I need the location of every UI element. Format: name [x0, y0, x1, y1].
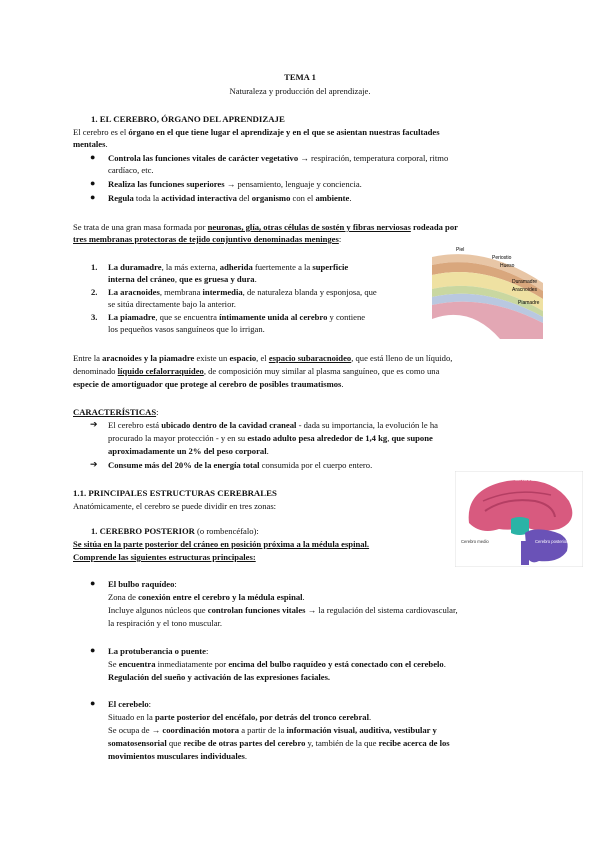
bullet-icon: ●	[90, 152, 96, 162]
protuberancia-line2: Regulación del sueño y activación de las expresiones faciales.	[108, 672, 331, 682]
meninge-item	[108, 312, 365, 323]
text-bold: Consume más del 20% de la energía total	[108, 460, 260, 470]
text-bold: Controla las funciones vitales de carácter vegetativo	[108, 153, 299, 163]
text-bold: ambiente	[315, 193, 350, 203]
text-bold: recibe de otras partes del cerebro	[183, 738, 306, 748]
arrow-right-icon: ➔	[90, 459, 98, 469]
fig-label: Duramadre	[512, 279, 538, 285]
section1-intro-line1	[73, 127, 440, 138]
text-bold: La duramadre	[108, 262, 162, 272]
text: .	[341, 379, 344, 389]
fig-label: Cerebro posterior	[535, 539, 568, 544]
section1-heading: 1. EL CEREBRO, ÓRGANO DEL APRENDIZAJE	[91, 114, 285, 124]
text: .	[266, 446, 269, 456]
text-bold: rodeada por	[410, 222, 458, 232]
meninge-item-cont	[108, 274, 257, 285]
char-line	[108, 420, 438, 431]
location-text: Se sitúa en la parte posterior del cráneo en posición próxima a la médula espinal.	[73, 539, 370, 549]
text-bold: interna del cráneo	[108, 274, 175, 284]
list-number: 2.	[91, 287, 98, 297]
fig-label: Piamadre	[518, 300, 540, 306]
section11-heading: 1.1. PRINCIPALES ESTRUCTURAS CEREBRALES	[73, 488, 277, 498]
text: Situado en la	[108, 712, 156, 722]
fig-label: Cerebro medio	[461, 539, 489, 544]
text: , de naturaleza blanda y esponjosa, que	[242, 287, 377, 297]
bulbo-title: El bulbo raquídeo:	[108, 579, 177, 589]
space-line1	[73, 353, 452, 364]
protuberancia-title: La protuberancia o puente:	[108, 646, 209, 656]
bullet-icon: ●	[90, 698, 96, 708]
text: .	[349, 193, 352, 203]
text: Entre la	[73, 353, 103, 363]
protuberancia-line1: Se encuentra inmediatamente por encima del bulbo raquídeo y está conectado con el cerebelo.	[108, 659, 446, 669]
meninge-item	[108, 287, 377, 298]
text: fuertemente a la	[252, 262, 313, 272]
text-bold: íntimamente unida al cerebro	[219, 312, 328, 322]
text-bold: El cerebelo	[108, 699, 149, 709]
text-bold: La protuberancia o puente	[108, 646, 206, 656]
cerebelo-line1: Situado en la parte posterior del encéfalo, por detrás del tronco cerebral.	[108, 712, 372, 722]
char-line	[108, 446, 269, 457]
text-bold: El bulbo raquídeo	[108, 579, 175, 589]
text: inmediatamente por	[155, 659, 229, 669]
text-bold: especie de amortiguador que protege al cerebro de posibles traumatismos	[73, 379, 342, 389]
fig-label: Aracnoides	[512, 287, 538, 293]
text-bold: conexión entre el cerebro y la médula espinal	[138, 592, 303, 602]
text: procurado la mayor protección - y en su	[108, 433, 248, 443]
text: ,	[387, 433, 392, 443]
text: → pensamiento, lenguaje y conciencia.	[224, 179, 362, 189]
caracteristicas-heading	[73, 407, 158, 418]
bullet-icon: ●	[90, 192, 96, 202]
mass-line1	[73, 222, 458, 233]
text: y, también de la que	[305, 738, 379, 748]
text: Zona de	[108, 592, 139, 602]
text-bold: órgano en el que tiene lugar el aprendizaje y en el que se asientan nuestras facultades	[128, 127, 440, 137]
text-bold: recibe acerca de los	[378, 738, 450, 748]
char-line	[108, 460, 372, 471]
text-bold: adherida	[219, 262, 253, 272]
text-bold: estado adulto pesa alrededor de 1,4 kg	[247, 433, 388, 443]
text-bold: tres membranas protectoras de tejido conjuntivo denominadas meninges	[73, 234, 339, 244]
text: consumida por el cuerpo entero.	[259, 460, 373, 470]
text: :	[156, 407, 159, 417]
cerebelo-line3	[108, 738, 450, 749]
text: .	[302, 592, 305, 602]
section1-intro-line2	[73, 139, 108, 150]
text: , que está lleno de un líquido,	[351, 353, 453, 363]
text-bold: líquido cefalorraquídeo	[117, 366, 204, 376]
text-bold: que supone	[391, 433, 433, 443]
fig-label: Piel	[456, 247, 465, 253]
text: del	[236, 193, 252, 203]
text: .	[105, 139, 108, 149]
text-bold: neuronas, glía, otras células de sostén y fibras nerviosas	[207, 222, 411, 232]
meninges-diagram	[430, 243, 545, 341]
brain-diagram	[455, 471, 583, 567]
text-bold: encuentra	[118, 659, 156, 669]
list-item	[108, 153, 448, 164]
text-bold: somatosensorial	[108, 738, 167, 748]
list-item	[108, 179, 362, 190]
sub-heading	[91, 526, 259, 537]
text: existe un	[194, 353, 230, 363]
text: , membrana	[159, 287, 203, 297]
text-bold: 1. CEREBRO POSTERIOR	[91, 526, 195, 536]
text-bold: que es gruesa y dura	[179, 274, 255, 284]
comprende-text: Comprende las siguientes estructuras principales:	[73, 552, 256, 562]
text: a partir de la	[239, 725, 287, 735]
bullet-icon: ●	[90, 645, 96, 655]
text-bold: ubicado dentro de la cavidad craneal	[161, 420, 297, 430]
text: , el	[256, 353, 269, 363]
text-bold: La piamadre	[108, 312, 156, 322]
text: toda la	[133, 193, 162, 203]
text-bold: parte posterior del encéfalo, por detrás del tronco cerebral	[155, 712, 369, 722]
text-bold: aproximadamente un 2% del peso corporal	[108, 446, 267, 456]
cerebelo-title: El cerebelo:	[108, 699, 152, 709]
text-bold: espacio subaracnoideo	[268, 353, 352, 363]
char-line	[108, 433, 433, 444]
text-bold: organismo	[251, 193, 291, 203]
text: Se trata de una gran masa formada por	[73, 222, 208, 232]
space-line3	[73, 379, 344, 390]
fig-label: Periostio	[492, 255, 512, 261]
text-bold: Realiza las funciones superiores	[108, 179, 225, 189]
arrow-right-icon: ➔	[90, 419, 98, 429]
text-bold: superficie	[312, 262, 349, 272]
text: ,	[174, 274, 180, 284]
bulbo-line2	[108, 605, 458, 616]
bulbo-line3: la respiración y el tono muscular.	[108, 618, 223, 628]
list-number: 1.	[91, 262, 98, 272]
text-bold: mentales	[73, 139, 106, 149]
list-item	[108, 193, 352, 204]
mass-line2	[73, 234, 341, 245]
page-subtitle: Naturaleza y producción del aprendizaje.	[229, 86, 371, 96]
text-bold: actividad interactiva	[161, 193, 237, 203]
text-bold: espacio	[229, 353, 257, 363]
text: , que se encuentra	[155, 312, 220, 322]
text-bold: aracnoides y la piamadre	[102, 353, 195, 363]
text: , de composición muy similar al plasma sanguíneo, que es como una	[203, 366, 440, 376]
text-bold: La aracnoides	[108, 287, 160, 297]
text-bold: CARACTERÍSTICAS	[73, 407, 157, 417]
text: Se ocupa de →	[108, 725, 163, 735]
text: , la más externa,	[161, 262, 220, 272]
fig-label: Cerebro anterior	[515, 477, 546, 482]
text: con el	[290, 193, 316, 203]
text-bold: Regula	[108, 193, 134, 203]
text: y contiene	[327, 312, 366, 322]
cerebelo-line4: movimientos musculares individuales.	[108, 751, 248, 761]
text: (o rombencéfalo):	[194, 526, 259, 536]
section11-intro: Anatómicamente, el cerebro se puede dividir en tres zonas:	[73, 501, 277, 511]
text: El cerebro es el	[73, 127, 129, 137]
page-title: TEMA 1	[284, 72, 316, 82]
space-line2	[73, 366, 439, 377]
list-number: 3.	[91, 312, 98, 322]
meninge-item	[108, 262, 348, 273]
text-bold: coordinación motora	[162, 725, 240, 735]
text: .	[254, 274, 257, 284]
text-bold: movimientos musculares individuales	[108, 751, 245, 761]
meninge-item-cont: los pequeños vasos sanguíneos que lo irrigan.	[108, 324, 265, 334]
cerebelo-line2	[108, 725, 437, 736]
fig-label: Hueso	[500, 263, 515, 269]
text-bold: controlan funciones vitales	[207, 605, 306, 615]
bullet-icon: ●	[90, 178, 96, 188]
text: → respiración, temperatura corporal, ritmo	[298, 153, 449, 163]
text: → la regulación del sistema cardiovascular,	[305, 605, 458, 615]
text: Incluye algunos núcleos que	[108, 605, 208, 615]
meninge-item-cont: se sitúa directamente bajo la anterior.	[108, 299, 236, 309]
text: que	[166, 738, 184, 748]
text: El cerebro está	[108, 420, 162, 430]
list-item-cont: cardíaco, etc.	[108, 165, 154, 175]
text: - dada su importancia, la evolución le ha	[296, 420, 438, 430]
text: :	[338, 234, 342, 244]
bulbo-line1	[108, 592, 305, 603]
text-bold: información visual, auditiva, vestibular y	[286, 725, 437, 735]
text: Se	[108, 659, 119, 669]
text-bold: encima del bulbo raquídeo y está conectado con el cerebelo	[228, 659, 444, 669]
text-bold: intermedia	[202, 287, 243, 297]
text: denominado	[73, 366, 118, 376]
bullet-icon: ●	[90, 578, 96, 588]
